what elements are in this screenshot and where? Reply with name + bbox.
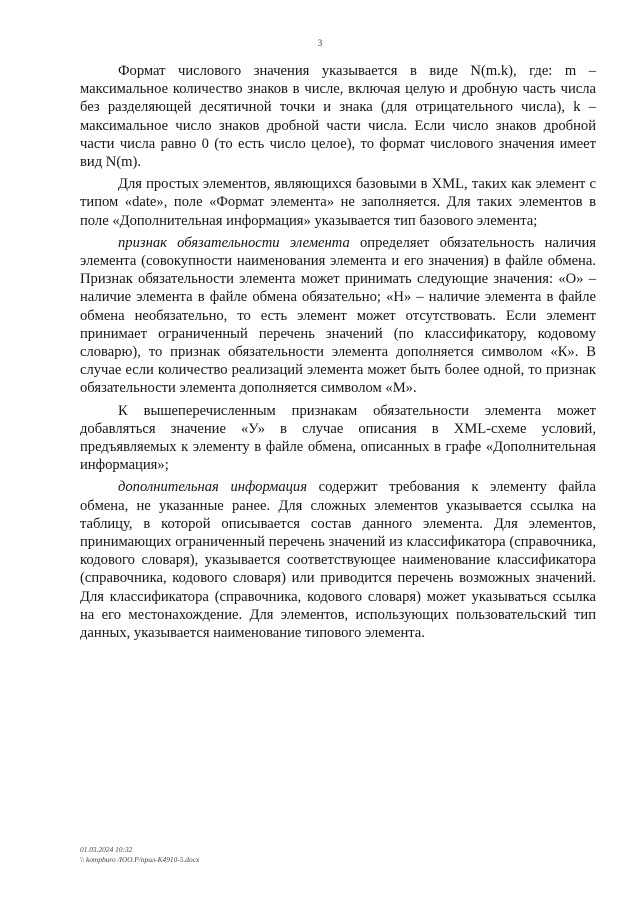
footer-date: 01.03.2024 10:32 xyxy=(80,845,133,854)
paragraph-number-format: Формат числового значения указывается в виде N(m.k), где: m – максимальное количество знаков в числе, включая целую и дробную часть числа без разделяющей десятичной точки и знака (для отрицательного числа), k – максимальное число знаков дробной части числа. Если число знаков дробной части числа равно 0 (то есть число целое), то формат числового значения имеет вид N(m). xyxy=(80,63,596,171)
footer-file-path: \\ kompburo /ЮО.Р/прил-К4910-5.docx xyxy=(80,855,200,864)
term-additional-info: дополнительная информация xyxy=(118,479,307,496)
additional-info-text: содержит требования к элементу файла обмена, не указанные ранее. Для сложных элементов указывается ссылка на таблицу, в которой описывается состав данного элемента. Для элементов, принимающих ограниченный перечень значений из классификатора (справочника, кодового словаря), указывается соответствующее наименование классификатора (справочника, кодового словаря) или приводится перечень возможных значений. Для классификатора (справочника, кодового словаря) может указываться ссылка на его местонахождение. Для элементов, использующих пользовательский тип данных, указывается наименование типового элемента. xyxy=(80,479,596,642)
page-number: 3 xyxy=(317,38,323,48)
paragraph-condition-flag: К вышеперечисленным признакам обязательности элемента может добавляться значение «У» в случае описания в XML-схеме условий, предъявляемых к элементу в файле обмена, описанных в графе «Дополнительная информация»; xyxy=(80,402,596,474)
paragraph-xml-base-elements: Для простых элементов, являющихся базовыми в XML, таких как элемент с типом «date», поле «Формат элемента» не заполняется. Для таких элементов в поле «Дополнительная информация» указывается тип базового элемента; xyxy=(80,176,596,229)
paragraph-mandatory-flag xyxy=(80,234,596,398)
document-footer xyxy=(80,845,199,865)
mandatory-flag-text: определяет обязательность наличия элемента (совокупности наименования элемента и его значения) в файле обмена. Признак обязательности элемента может принимать следующие значения: «О» – наличие элемента в файле обмена обязательно; «Н» – наличие элемента в файле обмена необязательно, то есть элемент может отсутствовать. Если элемент принимает ограниченный перечень значений (по классификатору, кодовому словарю), то признак обязательности элемента дополняется символом «К». В случае если количество реализаций элемента может быть более одной, то признак обязательности элемента дополняется символом «М». xyxy=(80,234,596,397)
document-body xyxy=(80,62,596,642)
paragraph-additional-info xyxy=(80,478,596,642)
term-mandatory-flag: признак обязательности элемента xyxy=(118,234,350,251)
